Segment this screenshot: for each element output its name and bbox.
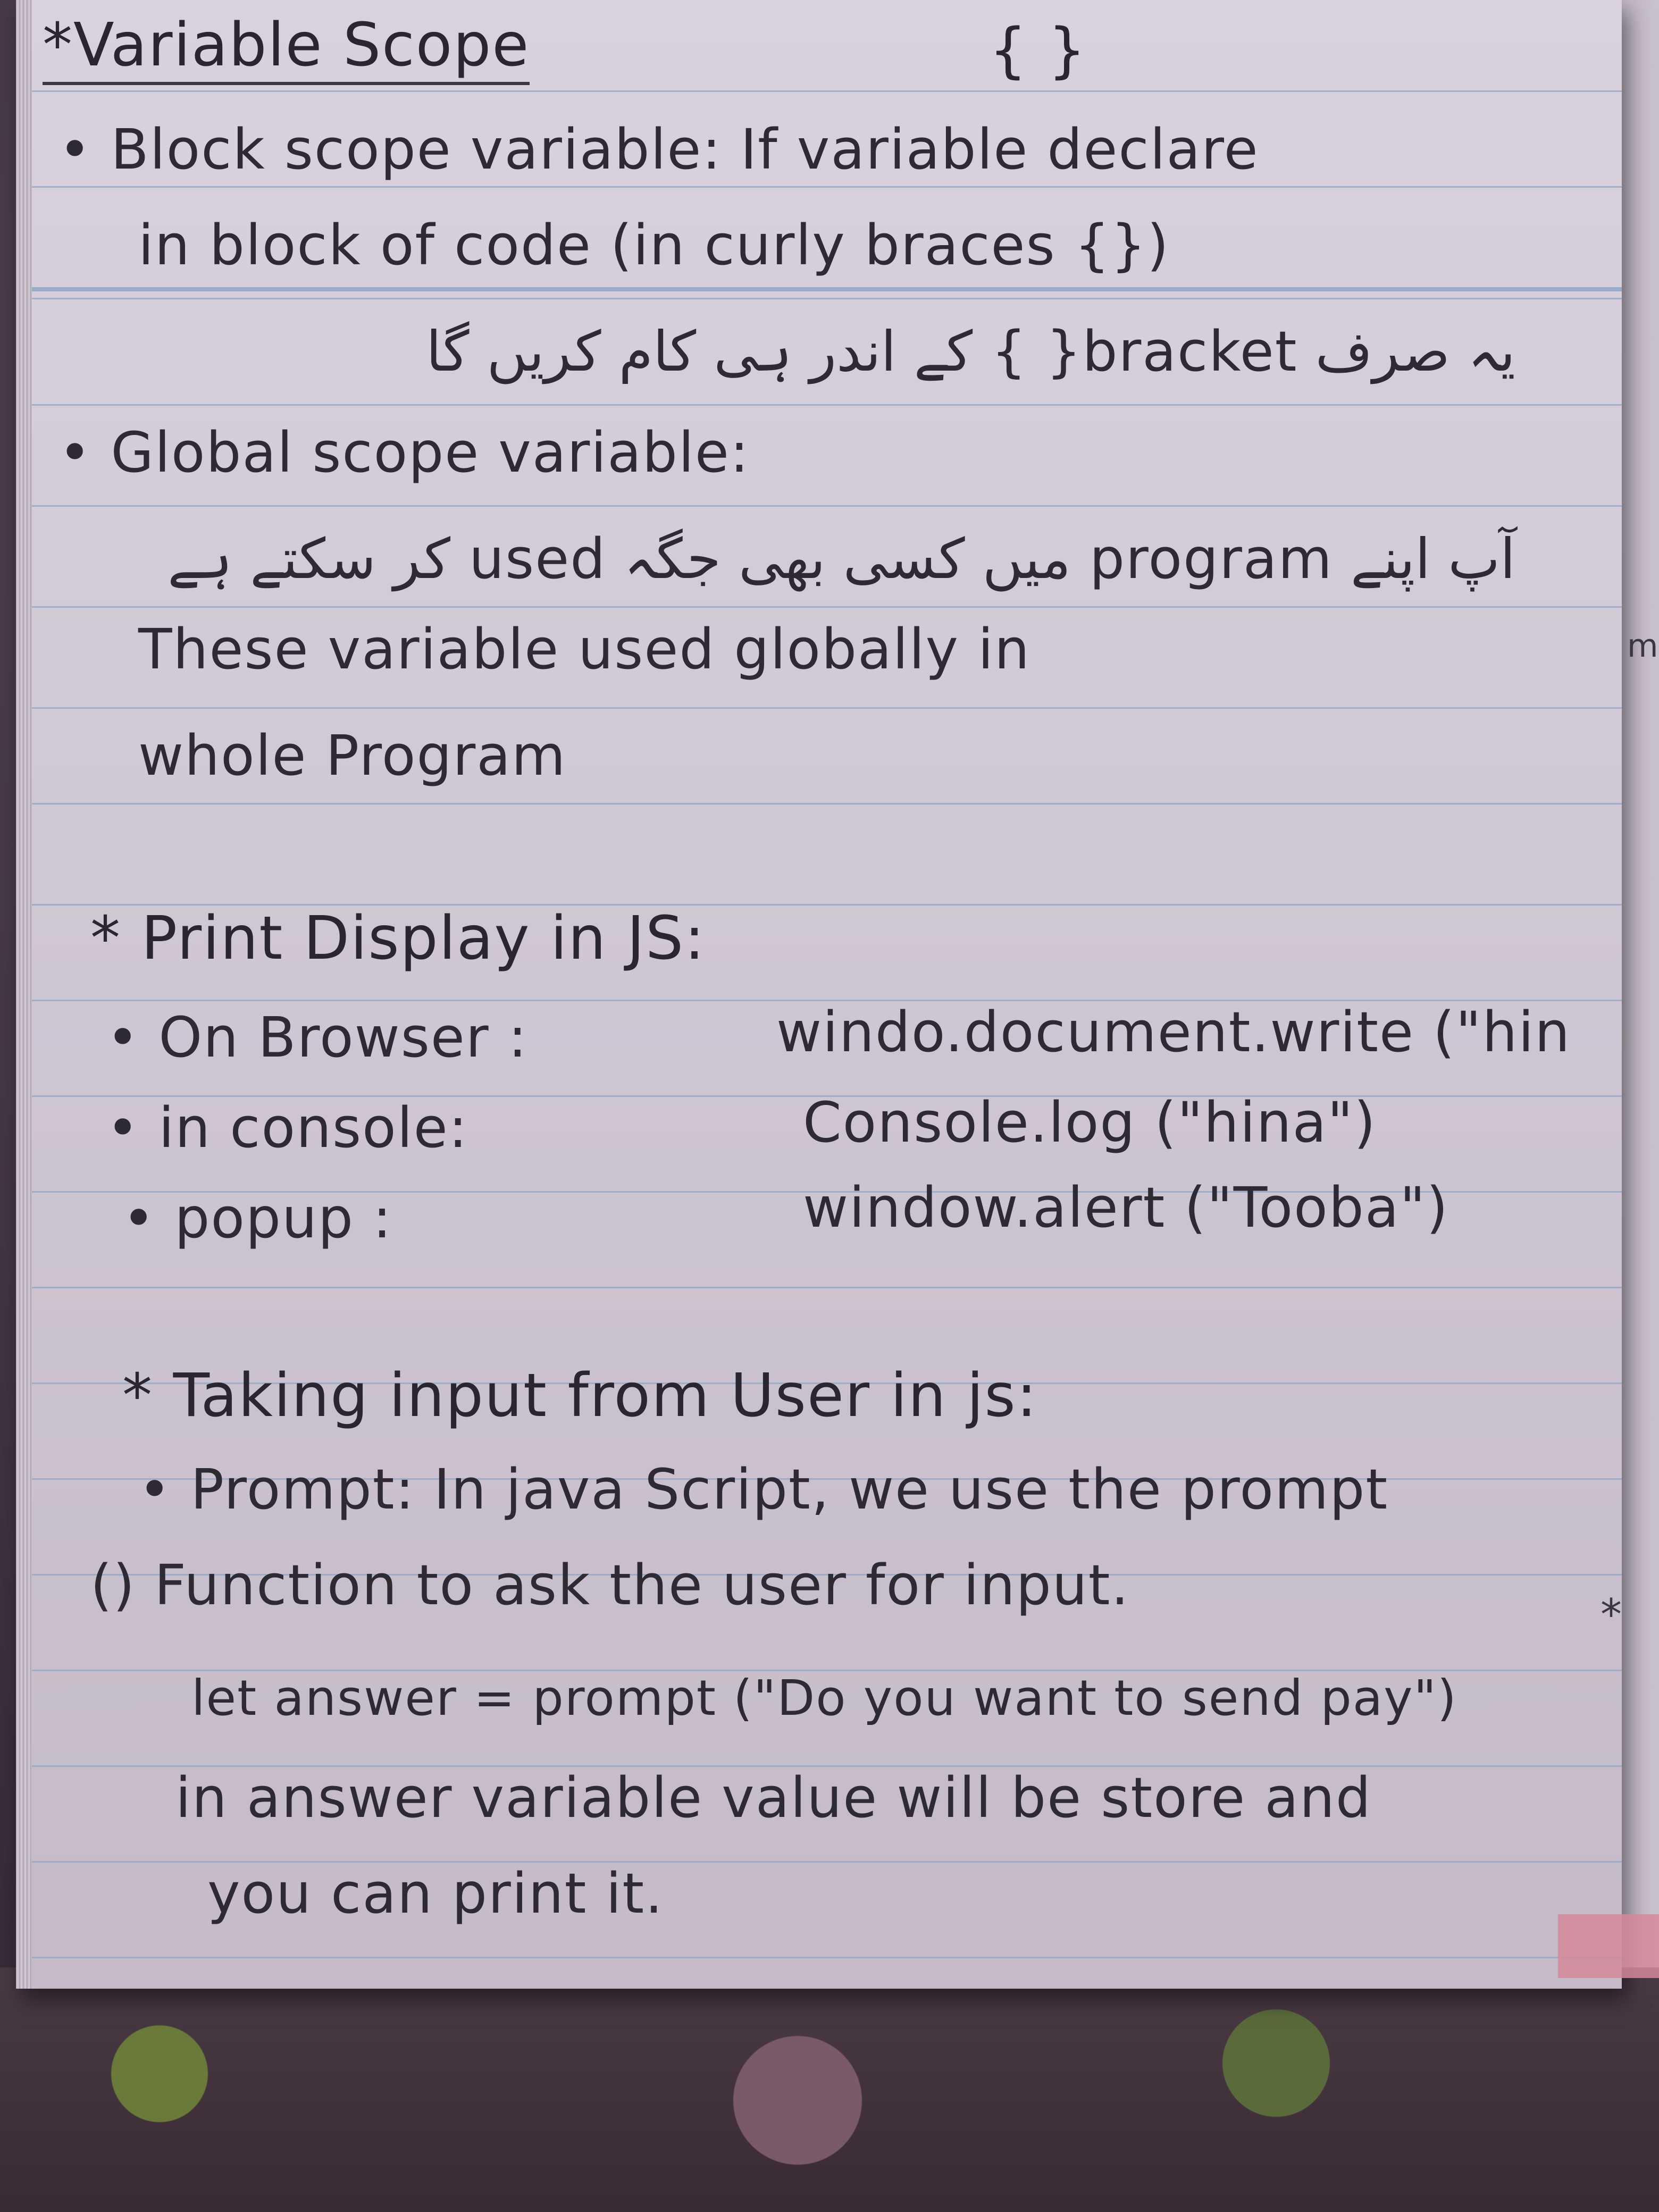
let-answer-line: let answer = prompt ("Do you want to send pay") <box>191 1670 1457 1727</box>
ruled-line <box>16 298 1622 299</box>
block-scope-line-1: • Block scope variable: If variable declare <box>58 117 1259 182</box>
prompt-line-1: • Prompt: In java Script, we use the prompt <box>138 1457 1389 1522</box>
ruled-line <box>16 505 1622 507</box>
ruled-line-double <box>16 287 1622 291</box>
ruled-line <box>16 803 1622 805</box>
global-scope-line-1: These variable used globally in <box>138 617 1030 682</box>
taking-input-heading: * Taking input from User in js: <box>122 1361 1038 1430</box>
right-page-star: * <box>1601 1590 1622 1639</box>
variable-scope-heading-text: *Variable Scope <box>43 11 530 85</box>
on-browser-code: windo.document.write ("hin <box>776 1000 1571 1065</box>
answer-line-1: in answer variable value will be store and <box>175 1765 1372 1830</box>
in-console-code: Console.log ("hina") <box>803 1090 1377 1155</box>
ruled-line <box>16 1287 1622 1288</box>
right-page-mark: m <box>1627 627 1658 665</box>
notebook-page <box>16 0 1622 1989</box>
ruled-line <box>16 1957 1622 1958</box>
urdu-note-2: آپ اپنے program میں کسی بھی جگہ used کر سکتے ہے <box>167 526 1515 591</box>
ruled-line <box>16 404 1622 406</box>
ruled-line <box>16 707 1622 709</box>
global-scope-heading: • Global scope variable: <box>58 420 750 485</box>
fabric-background <box>0 1967 1659 2212</box>
ruled-line <box>16 90 1622 92</box>
prompt-line-2: () Function to ask the user for input. <box>90 1553 1130 1618</box>
variable-scope-heading <box>43 11 530 80</box>
answer-line-2: you can print it. <box>207 1861 664 1926</box>
popup-code: window.alert ("Tooba") <box>803 1175 1449 1240</box>
on-browser-label: • On Browser : <box>106 1005 528 1070</box>
print-display-heading: * Print Display in JS: <box>90 904 706 973</box>
page-stack-edge <box>16 0 32 1989</box>
braces-mark: { } <box>989 16 1087 85</box>
ruled-line <box>16 606 1622 608</box>
block-scope-line-2: in block of code (in curly braces {}) <box>138 213 1170 278</box>
global-scope-line-2: whole Program <box>138 723 567 788</box>
in-console-label: • in console: <box>106 1095 468 1160</box>
popup-label: • popup : <box>122 1186 393 1251</box>
ruled-line <box>16 186 1622 188</box>
pink-object-corner <box>1558 1914 1659 1978</box>
urdu-note-1: یہ صرف bracket{ } کے اندر ہی کام کریں گا <box>426 319 1515 384</box>
